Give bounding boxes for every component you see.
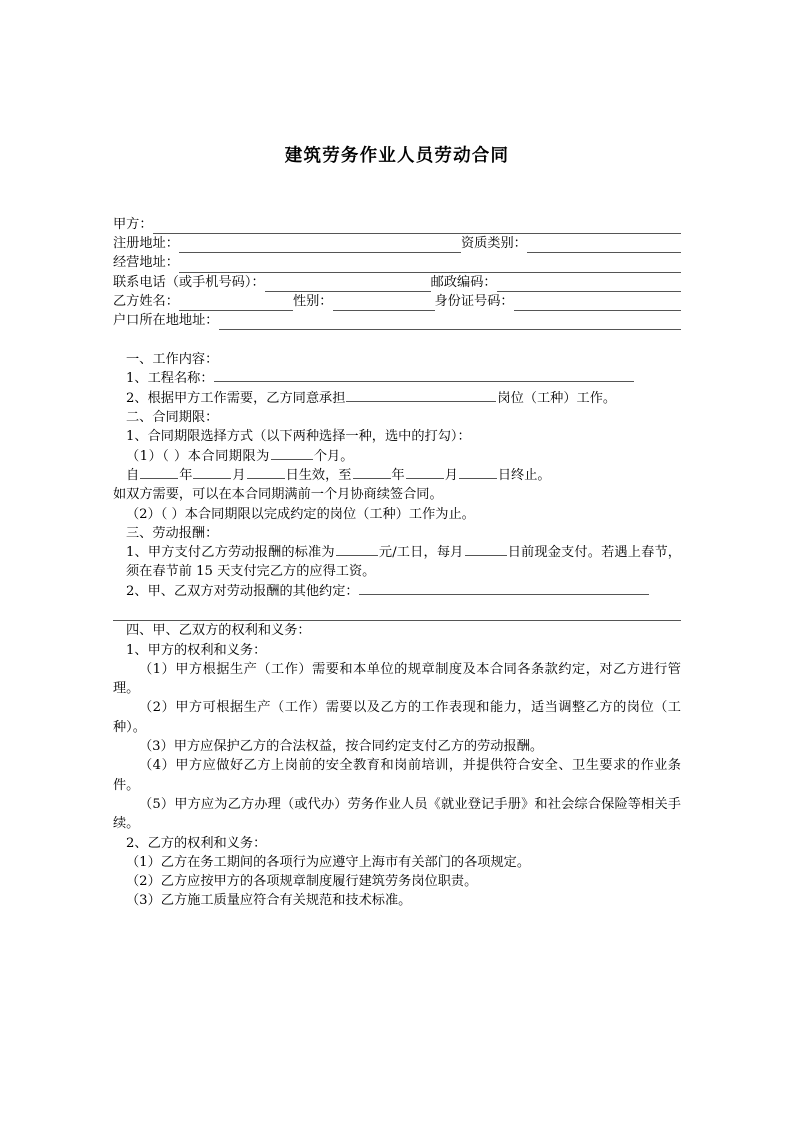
gender-field[interactable]	[333, 297, 435, 311]
party-b-name-label: 乙方姓名：	[113, 293, 179, 309]
section-2-option-1	[113, 447, 681, 466]
section-2-dates	[113, 466, 681, 485]
section-4-a-item-3: （3）甲方应保护乙方的合法权益，按合同约定支付乙方的劳动报酬。	[139, 739, 544, 755]
termination-label: 日终止。	[497, 467, 551, 483]
id-number-label: 身份证号码：	[434, 293, 514, 309]
section-4-party-a-heading: 1、甲方的权利和义务：	[126, 642, 267, 658]
start-prefix: 自	[126, 467, 140, 483]
section-4-b-item-3: （3）乙方施工质量应符合有关规范和技术标准。	[126, 893, 412, 909]
section-3-item-2	[113, 582, 681, 601]
other-wage-agreement-field-line2[interactable]	[113, 601, 681, 621]
end-day-field[interactable]	[459, 466, 497, 479]
payday-field[interactable]	[465, 543, 507, 556]
wage-standard-pre: 1、甲方支付乙方劳动报酬的标准为	[126, 545, 335, 561]
household-address-field[interactable]	[219, 316, 682, 330]
document-content	[113, 0, 681, 911]
section-4-a-item-5: （5）甲方应为乙方办理（或代办）劳务作业人员《就业登记手册》和社会综合保险等相关手续。	[113, 796, 681, 832]
wage-standard-mid: 元/工日，每月	[378, 545, 464, 561]
id-number-field[interactable]	[514, 297, 681, 311]
party-a-label: 甲方：	[113, 216, 153, 232]
start-year-field[interactable]	[140, 466, 178, 479]
page-title: 建筑劳务作业人员劳动合同	[284, 146, 510, 166]
section-4-party-b-heading: 2、乙方的权利和义务：	[126, 835, 267, 851]
business-address-field[interactable]	[179, 259, 681, 273]
project-name-label: 1、工程名称：	[126, 371, 214, 387]
other-wage-agreement-label: 2、甲、乙双方对劳动报酬的其他约定：	[126, 583, 359, 599]
post-assignment-text-pre: 2、根据甲方工作需要，乙方同意承担	[126, 390, 346, 406]
section-1-item-1	[113, 369, 681, 388]
section-1-item-2	[113, 389, 681, 408]
section-4-a-item-4: （4）甲方应做好乙方上岗前的安全教育和岗前培训，并提供符合安全、卫生要求的作业条件。	[113, 758, 681, 793]
section-2-item-1: 1、合同期限选择方式（以下两种选择一种，选中的打勾）：	[126, 429, 471, 445]
registered-address-label: 注册地址：	[113, 236, 179, 252]
end-month-field[interactable]	[406, 466, 444, 479]
form-row-contact-phone	[113, 273, 681, 292]
wage-standard-post: 日前现金支付。若遇上春节，须在春节前 15 天支付完乙方的应得工资。	[126, 545, 681, 580]
other-wage-agreement-field-line1[interactable]	[359, 582, 649, 595]
option-1-checkbox[interactable]: （1）（ ）本合同期限为	[126, 448, 270, 464]
section-4-a-item-1: （1）甲方根据生产（工作）需要和本单位的规章制度及本合同各条款约定，对乙方进行管理。	[113, 661, 681, 697]
effective-label: 日生效，至	[285, 467, 352, 483]
section-2-option-2[interactable]: （2）（ ）本合同期限以完成约定的岗位（工种）工作为止。	[126, 506, 475, 522]
section-4-b-item-2: （2）乙方应按甲方的各项规章制度履行建筑劳务岗位职责。	[126, 874, 478, 890]
section-3-heading: 三、劳动报酬：	[126, 525, 219, 541]
section-4-b-item-1: （1）乙方在务工期间的各项行为应遵守上海市有关部门的各项规定。	[126, 854, 531, 870]
section-4-a-item-2: （2）甲方可根据生产（工作）需要以及乙方的工作表现和能力，适当调整乙方的岗位（工种）。	[113, 700, 681, 735]
postal-code-label: 邮政编码：	[430, 274, 497, 290]
postal-code-field[interactable]	[497, 278, 681, 292]
section-3-item-1	[113, 543, 681, 582]
business-address-label: 经营地址：	[113, 255, 179, 271]
party-information-form	[113, 215, 681, 330]
qualification-type-field[interactable]	[527, 239, 681, 253]
project-name-field[interactable]	[214, 369, 634, 382]
household-address-label: 户口所在地地址：	[113, 312, 219, 328]
post-type-field[interactable]	[346, 389, 496, 402]
start-month-label: 月	[232, 467, 246, 483]
contract-months-field[interactable]	[271, 447, 313, 460]
contact-phone-label: 联系电话（或手机号码）：	[113, 274, 265, 290]
end-month-label: 月	[444, 467, 458, 483]
start-day-field[interactable]	[247, 466, 285, 479]
party-a-name-field[interactable]	[153, 220, 681, 234]
option-1-suffix: 个月。	[313, 448, 354, 464]
gender-label: 性别：	[292, 293, 333, 309]
section-2-renewal-note: 如双方需要，可以在本合同期满前一个月协商续签合同。	[113, 487, 443, 503]
end-year-field[interactable]	[353, 466, 391, 479]
post-assignment-text-post: 岗位（工种）工作。	[497, 390, 617, 406]
contact-phone-field[interactable]	[265, 278, 431, 292]
qualification-type-label: 资质类别：	[460, 236, 527, 252]
form-row-household-address	[113, 311, 681, 330]
end-year-label: 年	[391, 467, 405, 483]
section-2-heading: 二、合同期限：	[126, 410, 219, 426]
form-row-business-address	[113, 253, 681, 272]
form-row-party-a	[113, 215, 681, 234]
contract-body	[113, 350, 681, 911]
start-year-label: 年	[179, 467, 193, 483]
form-row-registered-address	[113, 234, 681, 253]
section-4-heading: 四、甲、乙双方的权利和义务：	[126, 623, 311, 639]
section-1-heading: 一、工作内容：	[126, 352, 219, 368]
party-b-name-field[interactable]	[179, 297, 293, 311]
wage-amount-field[interactable]	[336, 543, 378, 556]
start-month-field[interactable]	[193, 466, 231, 479]
form-row-party-b	[113, 292, 681, 311]
registered-address-field[interactable]	[179, 239, 461, 253]
